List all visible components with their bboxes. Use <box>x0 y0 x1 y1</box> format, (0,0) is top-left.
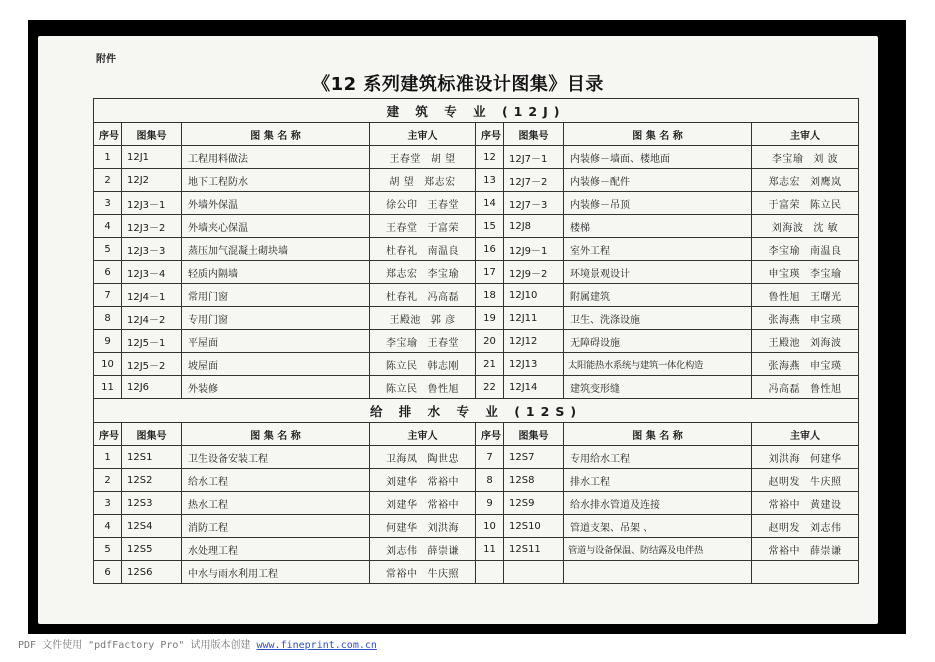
table-row <box>94 376 859 399</box>
reviewer-2: 牛庆照 <box>810 476 842 488</box>
cell-no: 11 <box>94 376 122 399</box>
table-row <box>94 261 859 284</box>
catalog-table <box>93 98 859 584</box>
cell-no: 5 <box>94 238 122 261</box>
cell-reviewers <box>370 515 476 538</box>
cell-no: 7 <box>476 446 504 469</box>
cell-no: 6 <box>94 261 122 284</box>
cell-no: 15 <box>476 215 504 238</box>
col-header-code: 图集号 <box>122 123 182 146</box>
cell-no: 8 <box>94 307 122 330</box>
cell-code: 12J7－1 <box>504 146 564 169</box>
cell-name: 地下工程防水 <box>182 169 370 192</box>
cell-name: 排水工程 <box>564 469 752 492</box>
cell-no: 12 <box>476 146 504 169</box>
cell-no: 7 <box>94 284 122 307</box>
col-header-name: 图 集 名 称 <box>182 423 370 446</box>
reviewer-1: 于富荣 <box>768 199 800 211</box>
cell-code: 12J1 <box>122 146 182 169</box>
col-header-no: 序号 <box>476 123 504 146</box>
reviewer-2: 刘洪海 <box>427 522 459 534</box>
table-row <box>94 238 859 261</box>
cell-no: 10 <box>476 515 504 538</box>
reviewer-2: 刘志伟 <box>810 522 842 534</box>
reviewer-1: 胡 望 <box>389 176 415 188</box>
cell-name: 环境景观设计 <box>564 261 752 284</box>
cell-code: 12J13 <box>504 353 564 376</box>
cell-reviewers <box>370 446 476 469</box>
reviewer-1: 杜春礼 <box>386 245 418 257</box>
col-header-code: 图集号 <box>504 123 564 146</box>
cell-reviewers <box>752 353 859 376</box>
cell-reviewers <box>752 261 859 284</box>
cell-reviewers <box>752 192 859 215</box>
reviewer-1: 张海燕 <box>768 314 800 326</box>
cell-no: 1 <box>94 146 122 169</box>
cell-reviewers <box>370 215 476 238</box>
cell-reviewers <box>752 469 859 492</box>
reviewer-2: 沈 敏 <box>813 222 839 234</box>
reviewer-1: 申宝瑛 <box>768 268 800 280</box>
cell-reviewers <box>752 284 859 307</box>
cell-code: 12S10 <box>504 515 564 538</box>
cell-code: 12J2 <box>122 169 182 192</box>
col-header-no: 序号 <box>476 423 504 446</box>
cell-reviewers <box>370 169 476 192</box>
cell-reviewers <box>370 284 476 307</box>
cell-reviewers <box>370 238 476 261</box>
cell-code: 12S7 <box>504 446 564 469</box>
reviewer-1: 刘志伟 <box>386 545 418 557</box>
cell-code: 12J3－1 <box>122 192 182 215</box>
cell-reviewers <box>370 561 476 584</box>
reviewer-2: 黄建设 <box>810 499 842 511</box>
table-row <box>94 146 859 169</box>
cell-no: 18 <box>476 284 504 307</box>
cell-reviewers <box>370 330 476 353</box>
reviewer-1: 陈立民 <box>386 360 418 372</box>
cell-code: 12J9－2 <box>504 261 564 284</box>
cell-reviewers <box>752 538 859 561</box>
col-header-no: 序号 <box>94 123 122 146</box>
cell-code: 12S11 <box>504 538 564 561</box>
cell-name: 外墙夹心保温 <box>182 215 370 238</box>
cell-name: 消防工程 <box>182 515 370 538</box>
cell-name: 给水排水管道及连接 <box>564 492 752 515</box>
reviewer-1: 刘海波 <box>771 222 804 234</box>
table-row <box>94 561 859 584</box>
reviewer-2: 南温良 <box>810 245 842 257</box>
cell-code: 12J12 <box>504 330 564 353</box>
reviewer-1: 刘建华 <box>386 476 418 488</box>
reviewer-2: 薛崇谦 <box>427 545 459 557</box>
cell-code: 12J3－4 <box>122 261 182 284</box>
reviewer-2: 刘鹰岚 <box>810 176 842 188</box>
cell-name: 外墙外保温 <box>182 192 370 215</box>
cell-name: 附属建筑 <box>564 284 752 307</box>
cell-code: 12S6 <box>122 561 182 584</box>
reviewer-2: 冯高磊 <box>427 291 459 303</box>
cell-code: 12J4－1 <box>122 284 182 307</box>
cell-reviewers <box>370 307 476 330</box>
col-header-code: 图集号 <box>504 423 564 446</box>
reviewer-2: 申宝瑛 <box>810 360 842 372</box>
col-header-name: 图 集 名 称 <box>564 423 752 446</box>
col-header-name: 图 集 名 称 <box>564 123 752 146</box>
reviewer-1: 李宝瑜 <box>386 337 418 349</box>
cell-name: 太阳能热水系统与建筑一体化构造 <box>564 353 752 376</box>
reviewer-2: 王春堂 <box>427 199 459 211</box>
reviewer-2: 李宝瑜 <box>810 268 842 280</box>
reviewer-1: 常裕中 <box>386 568 418 580</box>
cell-no: 16 <box>476 238 504 261</box>
cell-reviewers <box>370 376 476 399</box>
reviewer-1: 郑志宏 <box>386 268 418 280</box>
cell-no: 9 <box>94 330 122 353</box>
reviewer-2: 南温良 <box>427 245 459 257</box>
cell-no: 13 <box>476 169 504 192</box>
cell-no: 1 <box>94 446 122 469</box>
section-title-row <box>94 399 859 423</box>
cell-reviewers <box>752 492 859 515</box>
reviewer-2: 王春堂 <box>427 337 459 349</box>
cell-code: 12J9－1 <box>504 238 564 261</box>
cell-code: 12J11 <box>504 307 564 330</box>
reviewer-1: 徐公印 <box>386 199 418 211</box>
cell-code: 12S4 <box>122 515 182 538</box>
cell-name: 工程用料做法 <box>182 146 370 169</box>
table-row <box>94 192 859 215</box>
cell-no: 19 <box>476 307 504 330</box>
cell-name: 外装修 <box>182 376 370 399</box>
header-row <box>94 123 859 146</box>
cell-code: 12S2 <box>122 469 182 492</box>
cell-no: 10 <box>94 353 122 376</box>
col-header-reviewer: 主审人 <box>752 423 859 446</box>
reviewer-1: 何建华 <box>386 522 418 534</box>
cell-no: 5 <box>94 538 122 561</box>
reviewer-1: 杜春礼 <box>386 291 418 303</box>
reviewer-1: 常裕中 <box>768 499 800 511</box>
cell-reviewers <box>370 469 476 492</box>
col-header-code: 图集号 <box>122 423 182 446</box>
table-row <box>94 330 859 353</box>
reviewer-1: 赵明发 <box>768 522 800 534</box>
col-header-name: 图 集 名 称 <box>182 123 370 146</box>
table-row <box>94 538 859 561</box>
reviewer-1: 王春堂 <box>386 222 418 234</box>
cell-name: 无障碍设施 <box>564 330 752 353</box>
cell-no: 3 <box>94 192 122 215</box>
reviewer-2: 郭 彦 <box>430 314 456 326</box>
table-row <box>94 169 859 192</box>
reviewer-2: 申宝瑛 <box>810 314 842 326</box>
reviewer-2: 韩志刚 <box>427 360 459 372</box>
cell-no: 6 <box>94 561 122 584</box>
reviewer-2: 常裕中 <box>427 476 459 488</box>
cell-reviewers <box>752 238 859 261</box>
cell-reviewers <box>752 307 859 330</box>
cell-no: 8 <box>476 469 504 492</box>
cell-name: 管道支架、吊架 、 <box>564 515 752 538</box>
cell-reviewers <box>752 446 859 469</box>
cell-no: 3 <box>94 492 122 515</box>
cell-name: 管道与设备保温、防结露及电伴热 <box>564 538 752 561</box>
cell-reviewers <box>752 330 859 353</box>
reviewer-2: 于富荣 <box>427 222 459 234</box>
reviewer-2: 郑志宏 <box>424 176 456 188</box>
cell-no: 2 <box>94 469 122 492</box>
cell-reviewers <box>752 561 859 584</box>
cell-name <box>564 561 752 584</box>
cell-reviewers <box>370 353 476 376</box>
cell-no: 22 <box>476 376 504 399</box>
reviewer-2: 薛崇谦 <box>810 545 842 557</box>
cell-reviewers <box>370 146 476 169</box>
cell-no: 21 <box>476 353 504 376</box>
cell-reviewers <box>752 146 859 169</box>
cell-code: 12J4－2 <box>122 307 182 330</box>
section-title-row <box>94 99 859 123</box>
table-row <box>94 469 859 492</box>
cell-name: 专用给水工程 <box>564 446 752 469</box>
cell-name: 热水工程 <box>182 492 370 515</box>
reviewer-2: 常裕中 <box>427 499 459 511</box>
cell-name: 专用门窗 <box>182 307 370 330</box>
cell-code: 12S3 <box>122 492 182 515</box>
reviewer-1: 常裕中 <box>768 545 800 557</box>
cell-no: 2 <box>94 169 122 192</box>
cell-code: 12J7－3 <box>504 192 564 215</box>
reviewer-1: 王春堂 <box>389 153 421 165</box>
table-row <box>94 515 859 538</box>
table-row <box>94 215 859 238</box>
cell-reviewers <box>370 192 476 215</box>
cell-code: 12S5 <box>122 538 182 561</box>
reviewer-1: 王殿池 <box>768 337 800 349</box>
cell-name: 坡屋面 <box>182 353 370 376</box>
section-title: 给 排 水 专 业 (12S) <box>94 399 859 423</box>
col-header-reviewer: 主审人 <box>752 123 859 146</box>
reviewer-1: 李宝瑜 <box>768 245 800 257</box>
header-row <box>94 423 859 446</box>
reviewer-1: 王殿池 <box>389 314 421 326</box>
reviewer-2: 刘海波 <box>810 337 842 349</box>
reviewer-1: 李宝瑜 <box>771 153 804 165</box>
cell-code: 12J5－1 <box>122 330 182 353</box>
cell-no: 17 <box>476 261 504 284</box>
cell-name: 给水工程 <box>182 469 370 492</box>
cell-name: 室外工程 <box>564 238 752 261</box>
cell-name: 水处理工程 <box>182 538 370 561</box>
reviewer-2: 陈立民 <box>810 199 842 211</box>
table-row <box>94 353 859 376</box>
cell-code: 12J6 <box>122 376 182 399</box>
cell-code: 12J3－3 <box>122 238 182 261</box>
cell-name: 蒸压加气混凝土砌块墙 <box>182 238 370 261</box>
cell-code: 12S8 <box>504 469 564 492</box>
reviewer-2: 鲁性旭 <box>810 383 842 395</box>
cell-code: 12J3－2 <box>122 215 182 238</box>
cell-no <box>476 561 504 584</box>
cell-no: 4 <box>94 215 122 238</box>
cell-name: 楼梯 <box>564 215 752 238</box>
reviewer-2: 胡 望 <box>430 153 456 165</box>
col-header-reviewer: 主审人 <box>370 123 476 146</box>
cell-name: 建筑变形缝 <box>564 376 752 399</box>
document-title: 《12 系列建筑标准设计图集》目录 <box>312 74 604 95</box>
cell-name: 内装修－配件 <box>564 169 752 192</box>
cell-reviewers <box>752 515 859 538</box>
reviewer-2: 鲁性旭 <box>427 383 459 395</box>
table-row <box>94 492 859 515</box>
reviewer-2: 牛庆照 <box>427 568 459 580</box>
reviewer-1: 刘洪海 <box>768 453 800 465</box>
cell-name: 内装修－墙面、楼地面 <box>564 146 752 169</box>
cell-no: 4 <box>94 515 122 538</box>
cell-no: 14 <box>476 192 504 215</box>
cell-name: 卫生、洗涤设施 <box>564 307 752 330</box>
section-title: 建 筑 专 业 (12J) <box>94 99 859 123</box>
cell-reviewers <box>752 169 859 192</box>
cell-code: 12J8 <box>504 215 564 238</box>
cell-no: 9 <box>476 492 504 515</box>
cell-code <box>504 561 564 584</box>
cell-name: 中水与雨水利用工程 <box>182 561 370 584</box>
reviewer-1: 卫海凤 <box>386 453 418 465</box>
reviewer-1: 郑志宏 <box>768 176 800 188</box>
cell-no: 11 <box>476 538 504 561</box>
reviewer-2: 陶世忠 <box>427 453 459 465</box>
cell-code: 12J10 <box>504 284 564 307</box>
reviewer-1: 赵明发 <box>768 476 800 488</box>
reviewer-1: 刘建华 <box>386 499 418 511</box>
attachment-label: 附件 <box>96 54 116 65</box>
reviewer-1: 鲁性旭 <box>768 291 800 303</box>
cell-no: 20 <box>476 330 504 353</box>
cell-reviewers <box>370 261 476 284</box>
reviewer-2: 王曙光 <box>810 291 842 303</box>
cell-code: 12S9 <box>504 492 564 515</box>
cell-name: 平屋面 <box>182 330 370 353</box>
pdf-footer-note <box>18 636 377 651</box>
cell-code: 12J7－2 <box>504 169 564 192</box>
cell-name: 常用门窗 <box>182 284 370 307</box>
reviewer-1: 张海燕 <box>768 360 800 372</box>
reviewer-1: 冯高磊 <box>768 383 800 395</box>
reviewer-2: 何建华 <box>810 453 842 465</box>
col-header-no: 序号 <box>94 423 122 446</box>
reviewer-1: 陈立民 <box>386 383 418 395</box>
cell-name: 卫生设备安装工程 <box>182 446 370 469</box>
cell-code: 12S1 <box>122 446 182 469</box>
footer-text: PDF 文件使用 "pdfFactory Pro" 试用版本创建 <box>18 640 257 651</box>
cell-code: 12J14 <box>504 376 564 399</box>
cell-name: 轻质内隔墙 <box>182 261 370 284</box>
cell-code: 12J5－2 <box>122 353 182 376</box>
cell-reviewers <box>752 215 859 238</box>
table-row <box>94 284 859 307</box>
footer-link[interactable]: www.fineprint.com.cn <box>256 640 377 651</box>
col-header-reviewer: 主审人 <box>370 423 476 446</box>
reviewer-2: 刘 波 <box>813 153 839 165</box>
cell-reviewers <box>370 538 476 561</box>
cell-reviewers <box>752 376 859 399</box>
table-row <box>94 446 859 469</box>
cell-name: 内装修－吊顶 <box>564 192 752 215</box>
cell-reviewers <box>370 492 476 515</box>
reviewer-2: 李宝瑜 <box>427 268 459 280</box>
table-row <box>94 307 859 330</box>
